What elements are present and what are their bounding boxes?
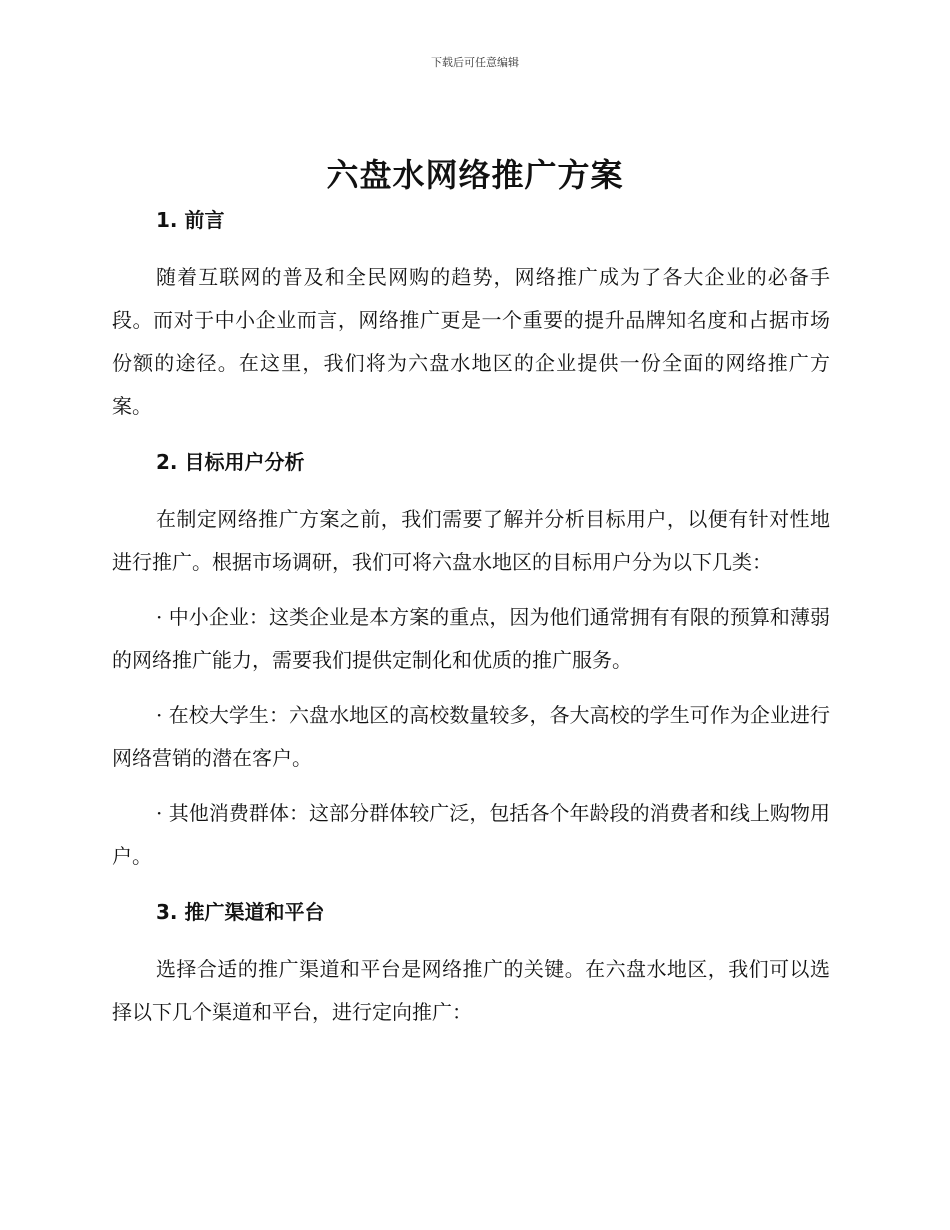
paragraph-channels-intro: 选择合适的推广渠道和平台是网络推广的关键。在六盘水地区，我们可以选择以下几个渠道和平台，进行定向推广： <box>112 957 830 1024</box>
list-item-smes: · 中小企业：这类企业是本方案的重点，因为他们通常拥有有限的预算和薄弱的网络推广能力，需要我们提供定制化和优质的推广服务。 <box>112 605 830 672</box>
document-body <box>112 202 830 1034</box>
list-item-students: · 在校大学生：六盘水地区的高校数量较多，各大高校的学生可作为企业进行网络营销的潜在客户。 <box>112 703 830 770</box>
list-item-other-consumers: · 其他消费群体：这部分群体较广泛，包括各个年龄段的消费者和线上购物用户。 <box>112 801 830 868</box>
paragraph-target-users-intro: 在制定网络推广方案之前，我们需要了解并分析目标用户，以便有针对性地进行推广。根据市场调研，我们可将六盘水地区的目标用户分为以下几类： <box>112 507 830 574</box>
section-heading-preface: 1. 前言 <box>156 208 225 232</box>
paragraph-preface: 随着互联网的普及和全民网购的趋势，网络推广成为了各大企业的必备手段。而对于中小企业而言，网络推广更是一个重要的提升品牌知名度和占据市场份额的途径。在这里，我们将为六盘水地区的企业提供一份全面的网络推广方案。 <box>112 265 830 418</box>
section-heading-target-users: 2. 目标用户分析 <box>156 450 305 474</box>
header-note: 下载后可任意编辑 <box>431 56 519 69</box>
page-title: 六盘水网络推广方案 <box>326 156 624 194</box>
section-heading-channels: 3. 推广渠道和平台 <box>156 900 325 924</box>
